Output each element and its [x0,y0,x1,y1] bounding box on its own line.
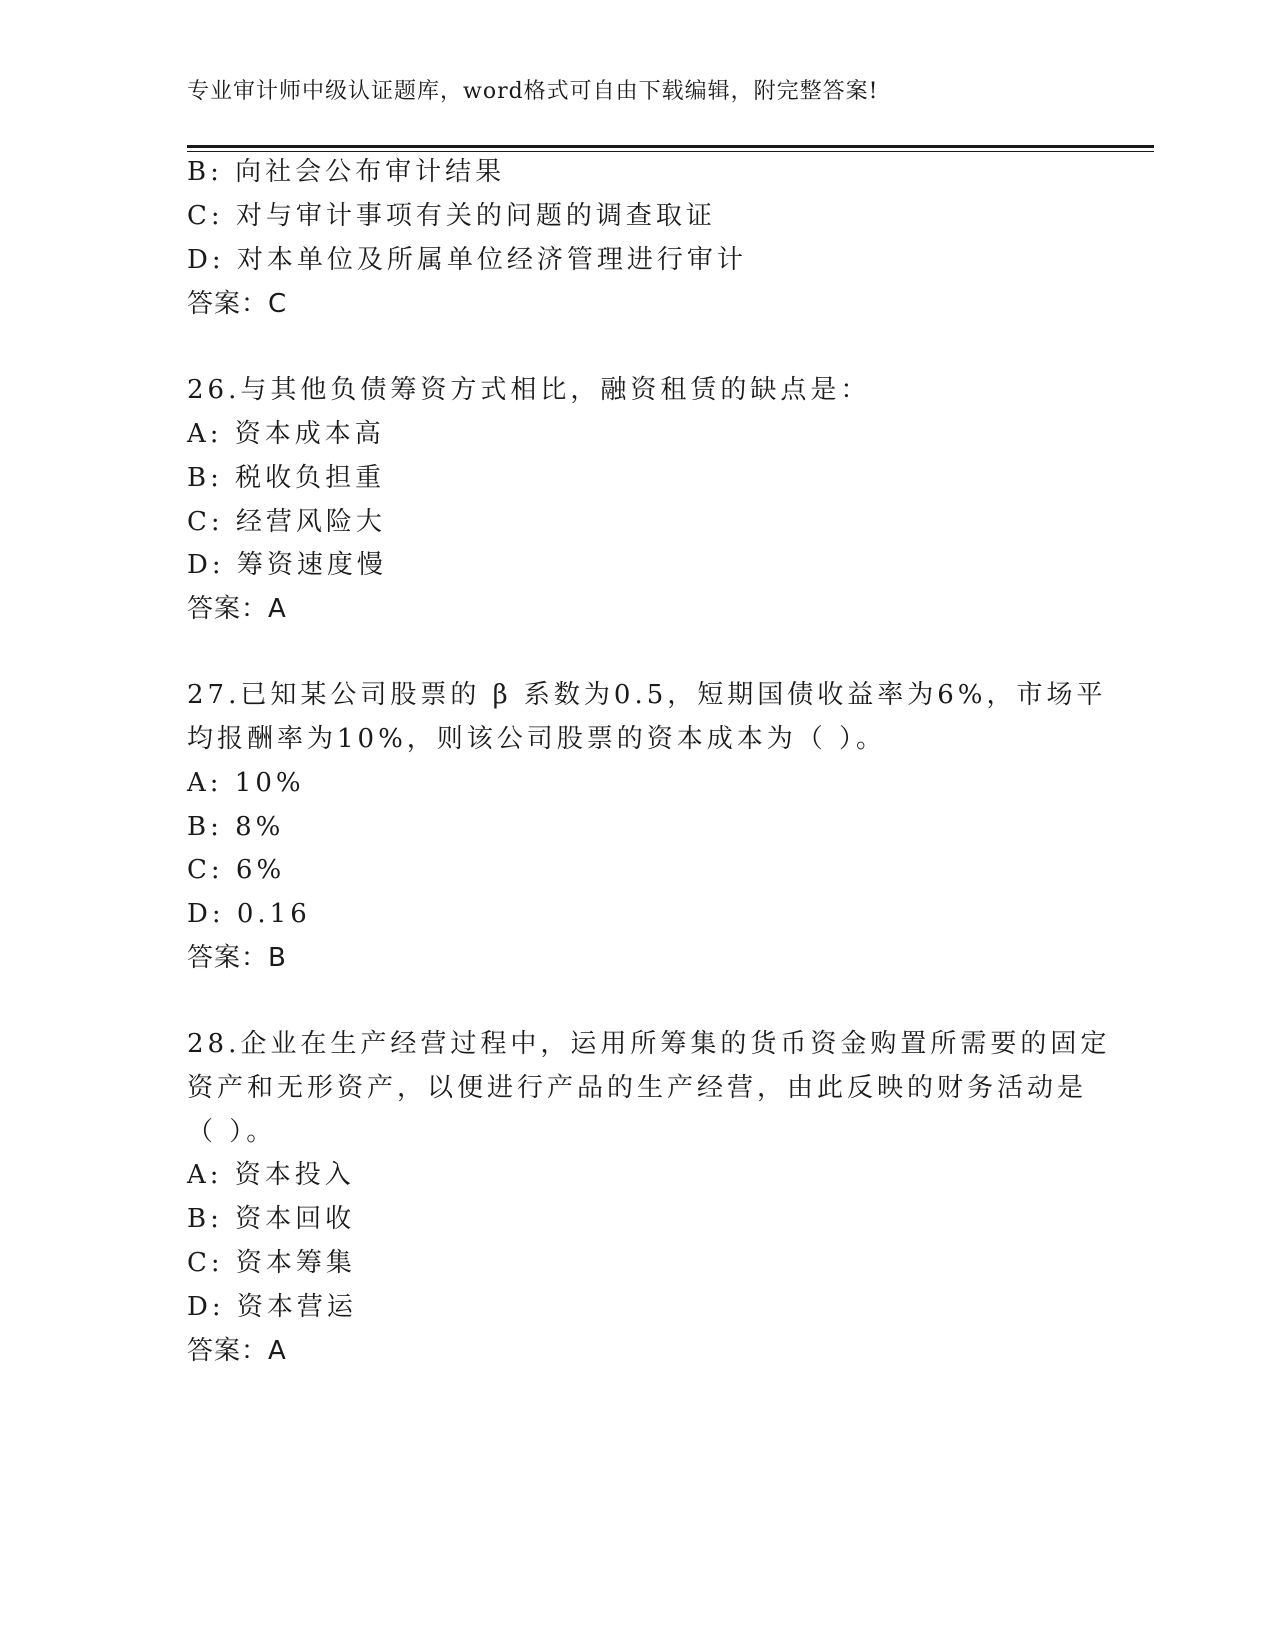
q26-answer: 答案：A [187,594,287,624]
q28-option-b: B: 资本回收 [187,1204,356,1234]
q26-option-b: B: 税收负担重 [187,463,386,493]
q28-stem-line-3: （ ）。 [187,1117,277,1147]
q26-option-a: A: 资本成本高 [187,419,385,449]
q25-answer: 答案：C [187,289,288,319]
header-divider-thick [187,145,1154,148]
q25-option-b: B: 向社会公布审计结果 [187,157,506,187]
q27-option-a: A: 10% [187,768,305,798]
q26-option-d: D: 筹资速度慢 [187,550,387,580]
q28-option-d: D: 资本营运 [187,1292,357,1322]
q26-option-c: C: 经营风险大 [187,507,386,537]
q27-option-d: D: 0.16 [187,899,311,929]
q25-option-d: D: 对本单位及所属单位经济管理进行审计 [187,245,747,275]
header-divider-thin [187,151,1154,152]
q28-answer: 答案：A [187,1336,287,1366]
q28-stem-line-2: 资产和无形资产，以便进行产品的生产经营，由此反映的财务活动是 [187,1073,1088,1103]
q28-option-c: C: 资本筹集 [187,1248,356,1278]
q28-option-a: A: 资本投入 [187,1160,355,1190]
page-header: 专业审计师中级认证题库，word格式可自由下载编辑，附完整答案! [187,79,879,104]
q25-option-c: C: 对与审计事项有关的问题的调查取证 [187,201,716,231]
q27-answer: 答案：B [187,943,287,973]
q26-stem: 26.与其他负债筹资方式相比，融资租赁的缺点是： [187,375,871,405]
q27-option-b: B: 8% [187,812,285,842]
q27-stem-line-2: 均报酬率为10%，则该公司股票的资本成本为（ ）。 [187,724,887,754]
q28-stem-line-1: 28.企业在生产经营过程中，运用所筹集的货币资金购置所需要的固定 [187,1029,1111,1059]
q27-stem-line-1: 27.已知某公司股票的 β 系数为0.5，短期国债收益率为6%，市场平 [187,680,1107,710]
q27-option-c: C: 6% [187,855,286,885]
